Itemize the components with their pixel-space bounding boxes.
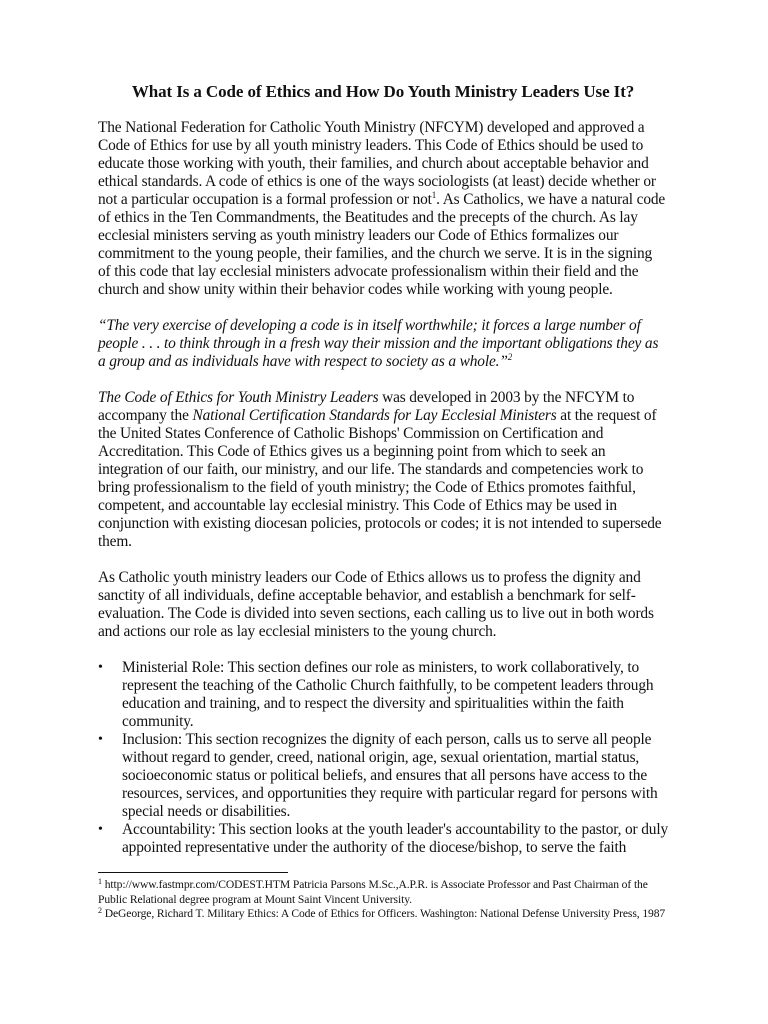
footnote-separator [98, 872, 288, 873]
footnote-text-2: DeGeorge, Richard T. Military Ethics: A Code of Ethics for Officers. Washington: National Defense University Press, 1987 [101, 907, 666, 920]
footnote-number-2: 2 [98, 906, 102, 915]
document-page [98, 82, 668, 857]
section-text: Inclusion: This section recognizes the dignity of each person, calls us to serve all people without regard to gender, creed, national origin, age, sexual orientation, martial status, socioeconomic status or political beliefs, and ensures that all persons have access to the resources, services, and opportunities they require with particular regard for persons with special needs or disabilities. [122, 731, 658, 820]
code-sections-list [98, 659, 668, 857]
bullet-icon: • [98, 732, 103, 747]
quotation-text: “The very exercise of developing a code is in itself worthwhile; it forces a large number of people . . . to think through in a fresh way their mission and the important obligations they as a group and as individuals have with respect to society as a whole.” [98, 317, 659, 370]
history-text-2: at the request of the United States Conference of Catholic Bishops' Commission on Certification and Accreditation. This Code of Ethics gives us a beginning point from which to seek an integration of our faith, our ministry, and our life. The standards and competencies work to bring professionalism to the field of youth ministry; the Code of Ethics promotes faithful, competent, and accountable lay ecclesial ministry. This Code of Ethics may be used in conjunction with existing diocesan policies, protocols or codes; it is not intended to supersede them. [98, 407, 662, 550]
intro-text-part-2: . As Catholics, we have a natural code of ethics in the Ten Commandments, the Beatitudes and the precepts of the church. As lay ecclesial ministers serving as youth ministry leaders our Code of Ethics formalizes our commitment to the young people, their families, and the church we serve. It is in the signing of this code that lay ecclesial ministers advocate professionalism within their field and the church and show unity within their behavior codes while working with young people. [98, 191, 666, 298]
intro-paragraph [98, 119, 668, 299]
footnote-number-1: 1 [98, 877, 102, 886]
section-text: Ministerial Role: This section defines our role as ministers, to work collaboratively, to represent the teaching of the Catholic Church faithfully, to be competent leaders through education and training, and to respect the diversity and spiritualities within the faith community. [122, 659, 654, 730]
list-item [98, 821, 668, 857]
intro-text-part-1: The National Federation for Catholic Youth Ministry (NFCYM) developed and approved a Code of Ethics for use by all youth ministry leaders. This Code of Ethics should be used to educate those working with youth, their families, and church about acceptable behavior and ethical standards. A code of ethics is one of the ways sociologists (at least) decide whether or not a particular occupation is a formal profession or not [98, 119, 656, 208]
history-paragraph [98, 389, 668, 551]
footnotes [98, 878, 668, 922]
purpose-paragraph: As Catholic youth ministry leaders our Code of Ethics allows us to profess the dignity and sanctity of all individuals, define acceptable behavior, and establish a benchmark for self-evaluation. The Code is divided into seven sections, each calling us to live out in both words and actions our role as lay ecclesial ministers to the young church. [98, 569, 654, 640]
bullet-icon: • [98, 822, 103, 837]
footnote-2 [98, 907, 668, 922]
code-of-ethics-title: The Code of Ethics for Youth Ministry Leaders [98, 389, 379, 406]
history-text-1: was developed in 2003 by the NFCYM to accompany the [98, 389, 635, 424]
list-item [98, 731, 668, 821]
quotation-paragraph [98, 317, 668, 371]
section-text: Accountability: This section looks at the youth leader's accountability to the pastor, or duly appointed representative under the authority of the diocese/bishop, to serve the faith [122, 821, 668, 856]
footnote-text-1: http://www.fastmpr.com/CODEST.HTM Patricia Parsons M.Sc.,A.P.R. is Associate Professor and Past Chairman of the Public Relational degree program at Mount Saint Vincent University. [98, 878, 648, 906]
bullet-icon: • [98, 660, 103, 675]
footnote-ref-1[interactable]: 1 [431, 190, 437, 200]
footnote-ref-2[interactable]: 2 [507, 352, 513, 362]
footnote-1 [98, 878, 668, 907]
document-title: What Is a Code of Ethics and How Do Youth Ministry Leaders Use It? [131, 82, 635, 101]
certification-standards-title: National Certification Standards for Lay Ecclesial Ministers [192, 407, 557, 424]
list-item [98, 659, 668, 731]
